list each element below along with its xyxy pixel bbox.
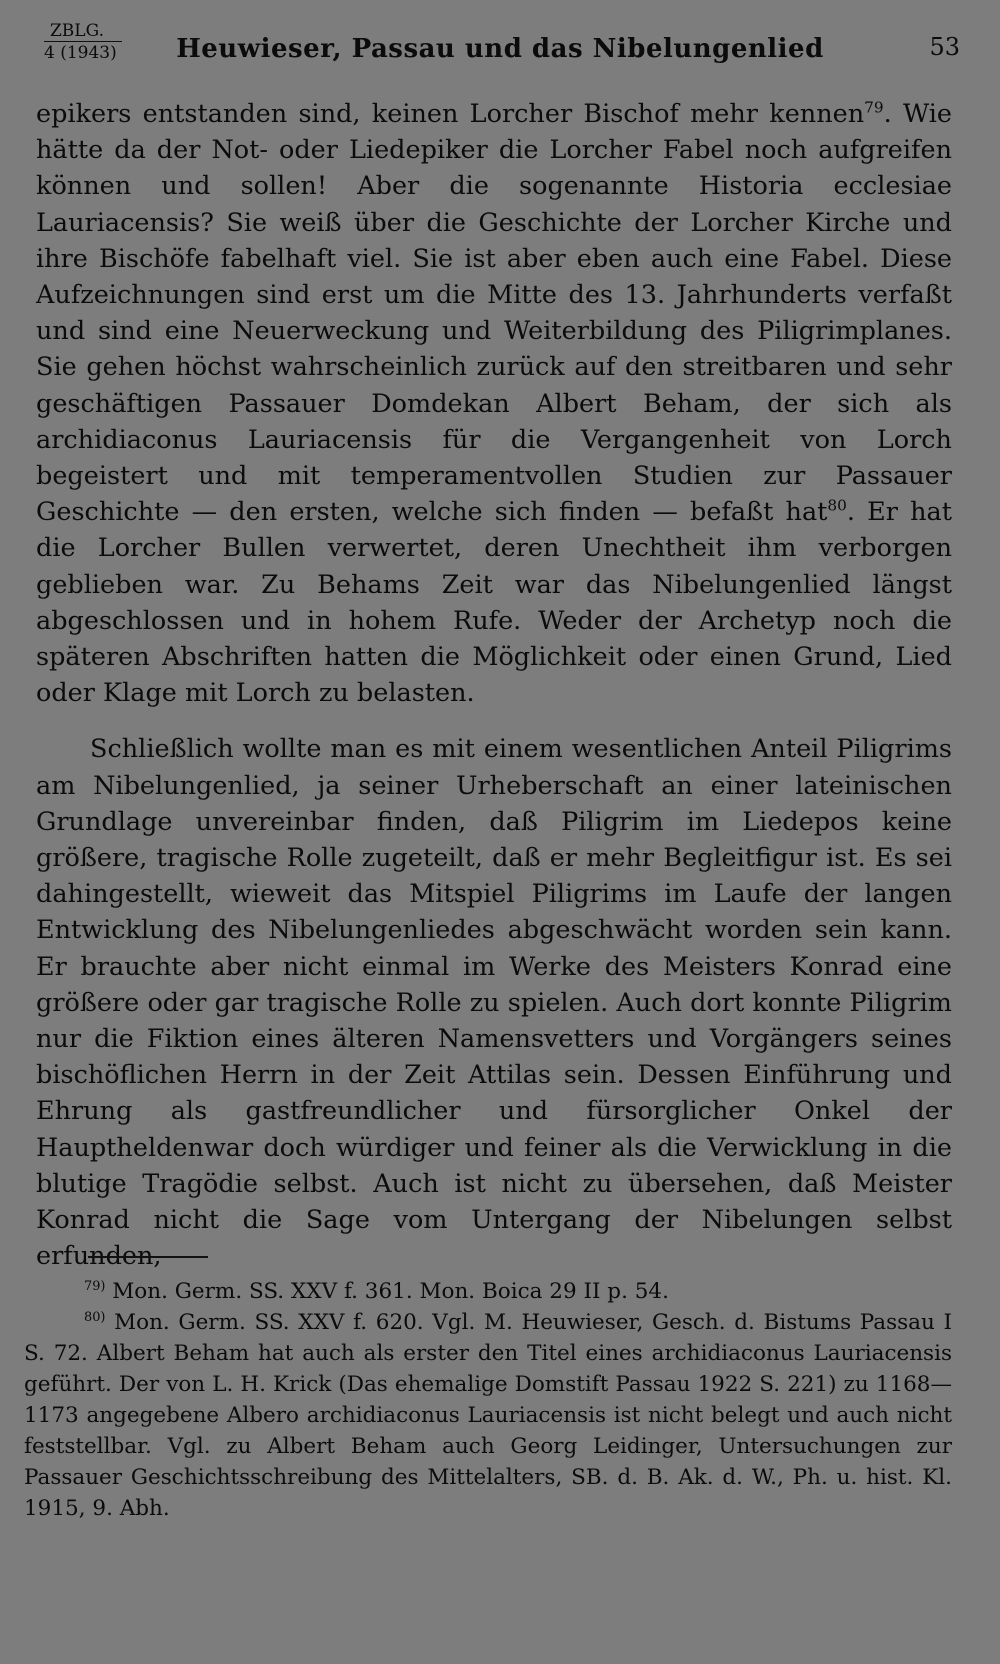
footnote-ref-79: 79 bbox=[864, 98, 884, 117]
paragraph-2: Schließlich wollte man es mit einem wesentlichen Anteil Piligrims am Nibelungenlied, ja seiner Urheberschaft an einer lateinischen Grundlage unvereinbar finden, daß Piligrim im Liedepos keine größere, tragische Rolle zugeteilt, daß er mehr Begleitfigur ist. Es sei dahingestellt, wieweit das Mitspiel Piligrims im Laufe der langen Entwicklung des Nibelungenliedes abgeschwächt worden sein kann. Er brauchte aber nicht einmal im Werke des Meisters Konrad eine größere oder gar tragische Rolle zu spielen. Auch dort konnte Piligrim nur die Fiktion eines älteren Namensvetters und Vorgängers seines bischöflichen Herrn in der Zeit Attilas sein. Dessen Einführung und Ehrung als gastfreundlicher und fürsorglicher Onkel der Hauptheldenwar doch würdiger und feiner als die Verwicklung in die blutige Tragödie selbst. Auch ist nicht zu übersehen, daß Meister Konrad nicht die Sage vom Untergang der Nibelungen selbst erfunden, bbox=[36, 734, 952, 1272]
paragraph-1-part-2: . Wie hätte da der Not- oder Liedepiker die Lorcher Fabel noch aufgreifen können und sollen! Aber die sogenannte Historia ecclesiae Lauriacensis? Sie weiß über die Geschichte der Lorcher Kirche und ihre Bischöfe fabelhaft viel. Sie ist aber eben auch eine Fabel. Diese Aufzeichnungen sind erst um die Mitte des 13. Jahrhunderts verfaßt und sind eine Neuerweckung und Weiterbildung des Piligrimplanes. Sie gehen höchst wahrscheinlich zurück auf den streitbaren und sehr geschäftigen Passauer Domdekan Albert Beham, der sich als archidiaconus Lauriacensis für die Vergangenheit von Lorch begeistert und mit temperamentvollen Studien zur Passauer Geschichte — den ersten, welche sich finden — befaßt hat bbox=[36, 99, 952, 528]
footnote-text: Mon. Germ. SS. XXV f. 620. Vgl. M. Heuwieser, Gesch. d. Bistums Passau I S. 72. Albert Beham hat auch als erster den Titel eines archidiaconus Lauriacensis geführt. Der von L. H. Krick (Das ehemalige Domstift Passau 1922 S. 221) zu 1168—1173 angegebene Albero archidiaconus Lauriacensis ist nicht belegt und auch nicht feststellbar. Vgl. zu Albert Beham auch Georg Leidinger, Untersuchungen zur Passauer Geschichtsschreibung des Mittelalters, SB. d. B. Ak. d. W., Ph. u. hist. Kl. 1915, 9. Abh. bbox=[24, 1310, 953, 1521]
main-text bbox=[36, 96, 952, 1275]
running-title: Heuwieser, Passau und das Nibelungenlied bbox=[176, 34, 824, 64]
footnote-79 bbox=[24, 1276, 952, 1307]
footnotes bbox=[24, 1276, 952, 1524]
paragraph-1-part-1: epikers entstanden sind, keinen Lorcher Bischof mehr kennen bbox=[36, 99, 865, 129]
page-number: 53 bbox=[929, 33, 960, 61]
paragraph-1-part-3: . Er hat die Lorcher Bullen verwertet, deren Unechtheit ihm verborgen geblieben war. Zu Behams Zeit war das Nibelungenlied längst abgeschlossen und in hohem Rufe. Weder der Archetyp noch die späteren Abschriften hatten die Möglichkeit oder einen Grund, Lied oder Klage mit Lorch zu belasten. bbox=[36, 497, 953, 709]
footnote-text: Mon. Germ. SS. XXV f. 361. Mon. Boica 29 II p. 54. bbox=[112, 1279, 669, 1304]
footnote-ref-80: 80 bbox=[827, 496, 847, 515]
journal-reference bbox=[44, 22, 122, 63]
paragraph-1 bbox=[36, 96, 952, 711]
journal-volume: 4 (1943) bbox=[44, 41, 122, 63]
footnote-separator bbox=[88, 1256, 208, 1258]
footnote-number: 80) bbox=[84, 1309, 106, 1325]
footnote-number: 79) bbox=[84, 1278, 106, 1294]
footnote-80 bbox=[24, 1307, 952, 1524]
journal-abbrev: ZBLG. bbox=[50, 21, 104, 41]
